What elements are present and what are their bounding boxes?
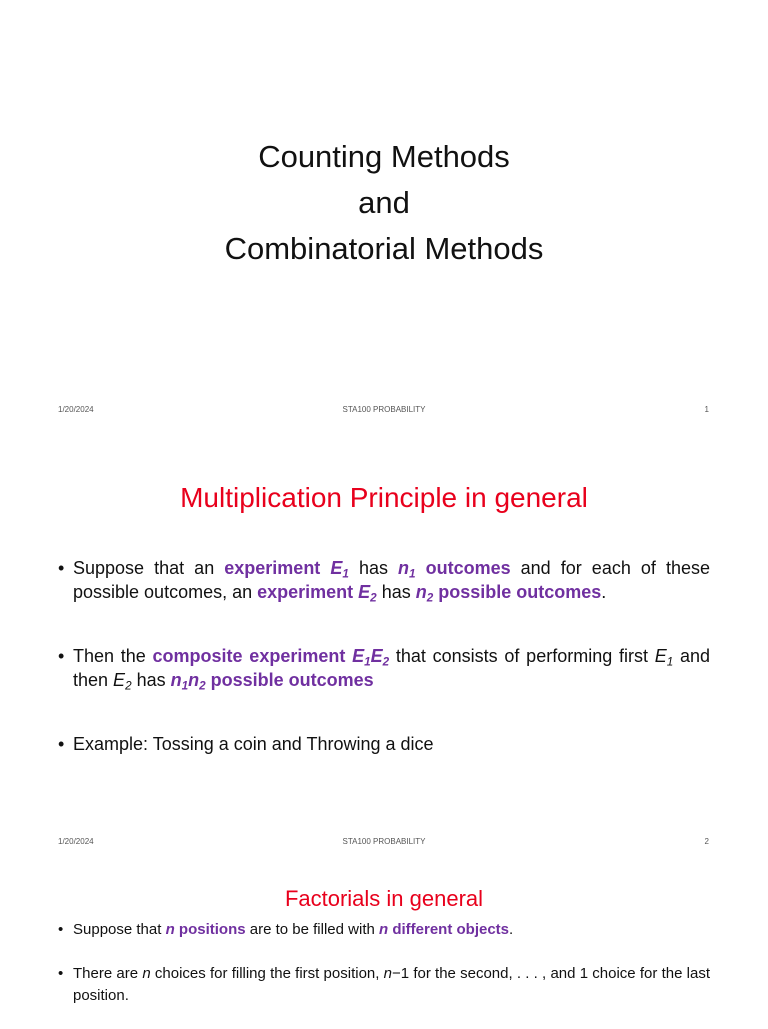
text-run: has (131, 670, 171, 690)
text-run: has (376, 582, 416, 602)
math-n: n (165, 921, 175, 938)
highlight-text: possible outcomes (205, 670, 374, 690)
text-run: . (509, 921, 514, 938)
page-number: 1 (704, 405, 709, 414)
math-n: n (383, 965, 392, 982)
title-line-2: and (358, 185, 410, 220)
text-run: Example: Tossing a coin and Throwing a dice (73, 734, 434, 754)
math-n: n (379, 921, 389, 938)
footer-date: 1/20/2024 (58, 837, 94, 846)
highlight-text: different objects (388, 921, 510, 938)
text-run: and for each of these possible outcomes, an (73, 558, 710, 602)
slide-1 (0, 0, 768, 432)
highlight-text: composite experiment (152, 646, 353, 666)
footer-course: STA100 PROBABILITY (342, 405, 426, 414)
text-run: . (601, 582, 607, 602)
math-E1: $E_1$ (654, 646, 674, 669)
math-n1n2: $n_1n_2$ (170, 670, 206, 693)
text-run: −1 for the second, . . . , and 1 choice for the last position. (73, 965, 710, 1004)
text-run: Suppose that an (73, 558, 225, 578)
math-E2: $E_2$ (113, 670, 132, 693)
math-n2: $n_2$ (415, 582, 434, 605)
text-run: and then (73, 646, 711, 690)
highlight-text: outcomes (415, 558, 511, 578)
slide-heading: Factorials in general (284, 886, 484, 911)
slide-2 (0, 432, 768, 864)
page-number: 2 (704, 837, 709, 846)
bullet-item (58, 963, 710, 1007)
bullet-list (58, 556, 710, 796)
math-E1: $E_1$ (330, 558, 349, 581)
bullet-item (58, 732, 710, 756)
math-E1E2: $E_1E_2$ (352, 646, 390, 669)
footer-date: 1/20/2024 (58, 405, 94, 414)
math-n1: $n_1$ (398, 558, 416, 581)
footer-course: STA100 PROBABILITY (342, 837, 426, 846)
text-run: are to be filled with (245, 921, 379, 938)
slide-3 (0, 864, 768, 1024)
slide-heading: Multiplication Principle in general (180, 482, 588, 513)
text-run: that consists of performing first (389, 646, 655, 666)
title-line-1: Counting Methods (258, 139, 510, 174)
bullet-item (58, 644, 710, 692)
text-run: There are (73, 965, 143, 982)
text-run: Suppose that (73, 921, 166, 938)
bullet-item (58, 556, 710, 604)
highlight-text: possible outcomes (433, 582, 602, 602)
text-run: has (348, 558, 399, 578)
highlight-text: experiment (257, 582, 359, 602)
math-E2: $E_2$ (358, 582, 377, 605)
slide-title (0, 134, 768, 272)
highlight-text: experiment (224, 558, 331, 578)
bullet-list (58, 919, 710, 1029)
text-run: choices for filling the first position, (150, 965, 384, 982)
title-line-3: Combinatorial Methods (224, 231, 544, 266)
highlight-text: positions (174, 921, 246, 938)
text-run: Then the (73, 646, 153, 666)
bullet-item (58, 919, 710, 941)
math-n: n (142, 965, 151, 982)
